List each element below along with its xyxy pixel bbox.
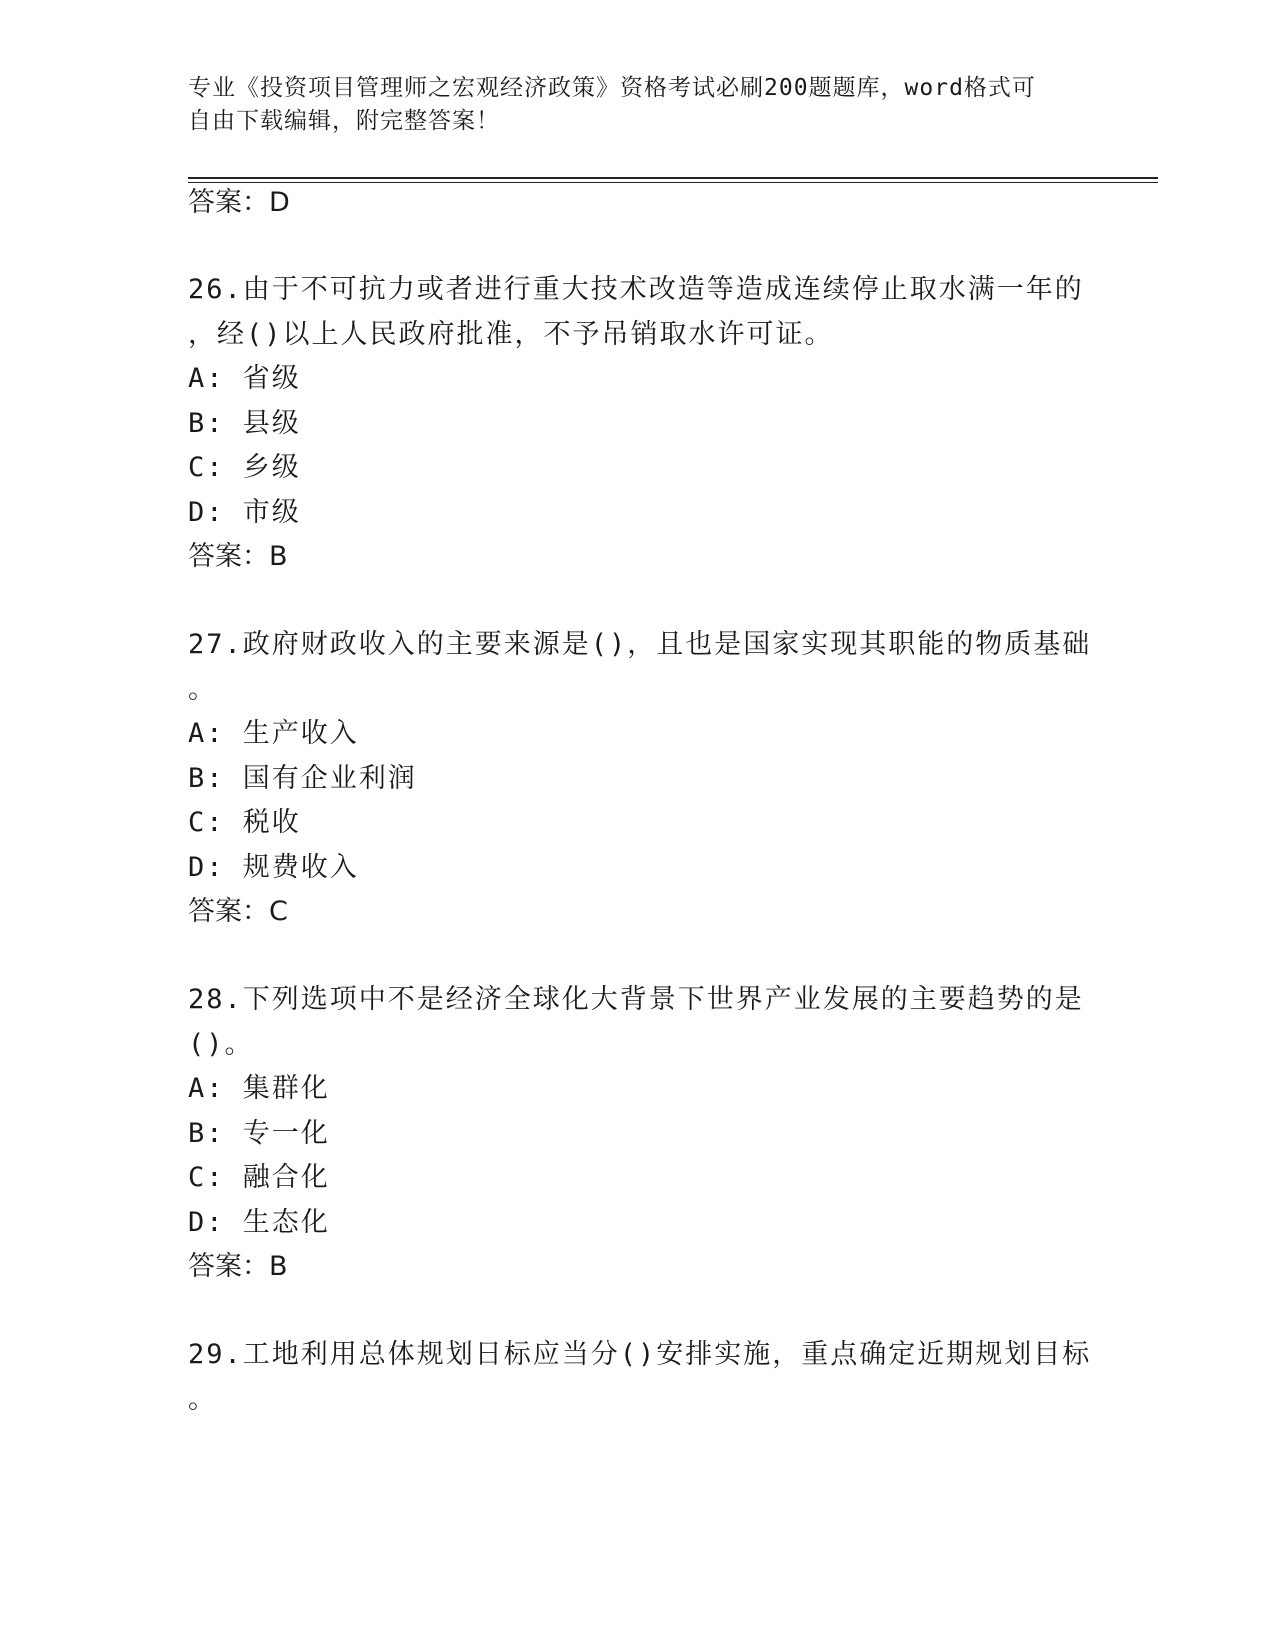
question-29-stem-line-1: 29.工地利用总体规划日标应当分()安排实施，重点确定近期规划目标	[188, 1339, 1092, 1370]
question-27-option-c: C: 税收	[188, 807, 301, 838]
question-29-stem-line-2: 。	[188, 1384, 217, 1415]
question-27-option-d: D: 规费收入	[188, 852, 359, 883]
question-26-answer: 答案：B	[188, 541, 288, 572]
question-26-option-d: D: 市级	[188, 497, 301, 528]
question-28-answer: 答案：B	[188, 1251, 288, 1282]
question-26-option-c: C: 乡级	[188, 452, 301, 483]
question-26-option-b: B: 县级	[188, 408, 301, 439]
question-28-stem-line-1: 28.下列选项中不是经济全球化大背景下世界产业发展的主要趋势的是	[188, 984, 1084, 1015]
question-26-stem-line-1: 26.由于不可抗力或者进行重大技术改造等造成连续停止取水满一年的	[188, 274, 1084, 305]
question-26-option-a: A: 省级	[188, 363, 301, 394]
question-27-stem-line-1: 27.政府财政收入的主要来源是()，且也是国家实现其职能的物质基础	[188, 629, 1092, 660]
question-27-option-a: A: 生产收入	[188, 718, 359, 749]
question-26-stem-line-2: ，经()以上人民政府批准，不予吊销取水许可证。	[188, 319, 834, 350]
question-28-option-d: D: 生态化	[188, 1207, 330, 1238]
header-divider-thick	[188, 177, 1158, 179]
header-line-2: 自由下载编辑，附完整答案！	[188, 108, 500, 134]
question-27-answer: 答案：C	[188, 896, 288, 927]
header-divider-thin	[188, 182, 1158, 183]
question-28-option-b: B: 专一化	[188, 1118, 330, 1149]
document-header	[188, 72, 1068, 138]
question-28-option-a: A: 集群化	[188, 1073, 330, 1104]
question-27-option-b: B: 国有企业利润	[188, 763, 417, 794]
question-27-stem-line-2: 。	[188, 674, 217, 705]
question-28-option-c: C: 融合化	[188, 1162, 330, 1193]
previous-answer: 答案：D	[188, 187, 290, 218]
header-line-1: 专业《投资项目管理师之宏观经济政策》资格考试必刷200题题库，word格式可	[188, 75, 1036, 101]
question-28-stem-line-2: ()。	[188, 1029, 254, 1060]
